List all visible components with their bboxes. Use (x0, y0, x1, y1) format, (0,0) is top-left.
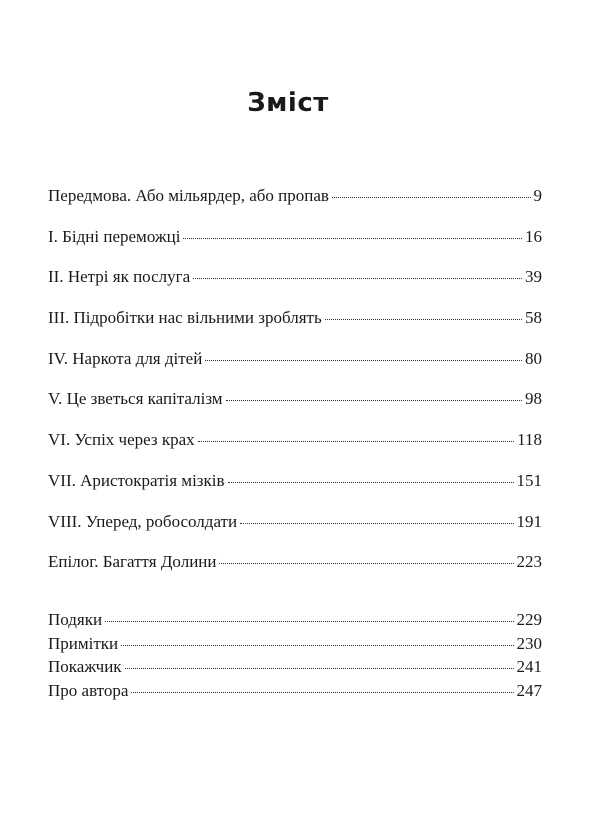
dot-leader (226, 400, 522, 401)
toc-entry (48, 610, 542, 634)
toc-entry-label: VIII. Уперед, робосолдати (48, 511, 238, 531)
toc-entry-page: 98 (525, 389, 542, 409)
dot-leader (131, 692, 513, 693)
dot-leader (219, 563, 513, 564)
toc-chapters (48, 186, 542, 593)
toc-entry-label: Примітки (48, 633, 119, 653)
toc-entry-label: Про автора (48, 680, 129, 700)
toc-back-matter (48, 610, 542, 704)
toc-entry (48, 512, 542, 553)
toc-entry (48, 552, 542, 593)
toc-entry-label: Покажчик (48, 657, 122, 676)
toc-entry-label: Подяки (48, 610, 103, 629)
toc-entry-page: 191 (516, 511, 542, 531)
toc-entry-label: VI. Успіх через крах (48, 430, 195, 450)
toc-entry-label: II. Нетрі як послуга (48, 267, 191, 287)
toc-entry (48, 430, 542, 471)
toc-entry (48, 186, 542, 227)
toc-entry-page: 58 (525, 308, 542, 328)
toc-entry-page: 241 (516, 657, 542, 676)
toc-entry-page: 9 (533, 186, 542, 205)
dot-leader (228, 482, 514, 483)
toc-entry (48, 634, 542, 658)
dot-leader (121, 645, 513, 646)
toc-entry (48, 389, 542, 430)
page-title: Зміст (247, 88, 329, 118)
toc-entry-page: 118 (517, 430, 542, 450)
toc-entry-label: VII. Аристократія мізків (48, 470, 225, 490)
toc-entry-page: 80 (525, 348, 542, 368)
dot-leader (183, 238, 522, 239)
toc-entry (48, 349, 542, 390)
toc-entry (48, 681, 542, 705)
toc-entry-page: 223 (516, 552, 542, 572)
toc-entry-page: 39 (525, 267, 542, 287)
toc-entry-label: I. Бідні переможці (48, 226, 181, 246)
toc-entry (48, 471, 542, 512)
dot-leader (105, 621, 513, 622)
dot-leader (193, 278, 522, 279)
dot-leader (325, 319, 522, 320)
toc-entry-page: 16 (525, 226, 542, 246)
toc-entry-page: 230 (516, 633, 542, 653)
toc-entry-label: IV. Наркота для дітей (48, 348, 203, 368)
toc-entry (48, 657, 542, 681)
toc-entry (48, 227, 542, 268)
toc-entry (48, 308, 542, 349)
toc-entry-page: 151 (516, 470, 542, 490)
dot-leader (205, 360, 522, 361)
toc-entry-label: V. Це зветься капіталізм (48, 389, 223, 409)
dot-leader (125, 668, 514, 669)
toc-entry (48, 267, 542, 308)
toc-entry-label: Епілог. Багаття Долини (48, 552, 217, 572)
toc-entry-label: Передмова. Або мільярдер, або пропав (48, 186, 329, 205)
toc-entry-label: III. Підробітки нас вільними зроблять (48, 308, 322, 328)
dot-leader (240, 523, 513, 524)
toc-entry-page: 229 (516, 610, 542, 629)
dot-leader (198, 441, 514, 442)
toc-entry-page: 247 (516, 680, 542, 700)
dot-leader (332, 197, 531, 198)
